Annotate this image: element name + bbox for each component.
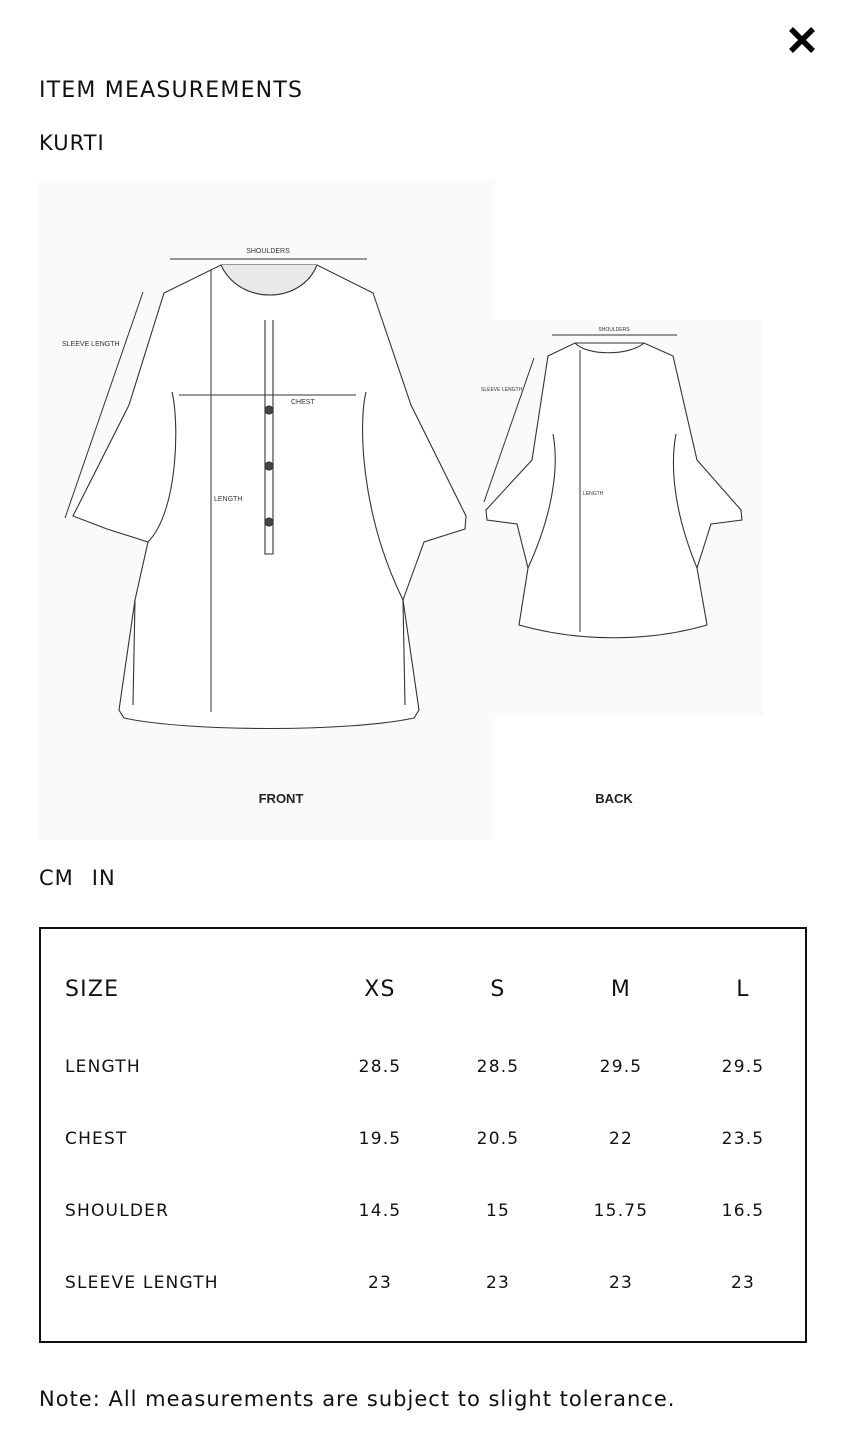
cell-value: 28.5 xyxy=(476,1057,520,1077)
page-title: ITEM MEASUREMENTS xyxy=(39,78,304,103)
table-row xyxy=(41,1191,805,1231)
product-type: KURTI xyxy=(39,131,105,155)
front-label-length: LENGTH xyxy=(214,496,243,503)
close-button[interactable] xyxy=(784,22,820,58)
cell-value: 23 xyxy=(485,1273,511,1293)
cell-value: 16.5 xyxy=(721,1201,765,1221)
table-row xyxy=(41,1047,805,1087)
table-row xyxy=(41,1119,805,1159)
row-label: SHOULDER xyxy=(65,1201,170,1221)
row-label: CHEST xyxy=(65,1129,128,1149)
cell-value: 28.5 xyxy=(358,1057,402,1077)
cell-value: 23 xyxy=(367,1273,393,1293)
table-header-row xyxy=(41,970,805,1010)
cell-value: 19.5 xyxy=(358,1129,402,1149)
tolerance-note: Note: All measurements are subject to slight tolerance. xyxy=(39,1387,676,1411)
header-size-label: SIZE xyxy=(65,977,120,1002)
size-chart-table xyxy=(39,927,807,1343)
front-label-sleeve-length: SLEEVE LENGTH xyxy=(62,341,120,348)
cell-value: 29.5 xyxy=(721,1057,765,1077)
back-caption: BACK xyxy=(595,791,633,806)
cell-value: 22 xyxy=(608,1129,634,1149)
cell-value: 23 xyxy=(730,1273,756,1293)
row-label: LENGTH xyxy=(65,1057,141,1077)
close-icon xyxy=(784,22,820,58)
row-label: SLEEVE LENGTH xyxy=(65,1273,219,1293)
cell-value: 15 xyxy=(485,1201,511,1221)
unit-in-button[interactable]: IN xyxy=(91,866,116,890)
unit-toggle xyxy=(39,866,134,890)
unit-cm-button[interactable]: CM xyxy=(39,866,74,890)
cell-value: 23 xyxy=(608,1273,634,1293)
table-row xyxy=(41,1263,805,1303)
header-size-xs: XS xyxy=(364,977,396,1002)
cell-value: 15.75 xyxy=(593,1201,649,1221)
cell-value: 29.5 xyxy=(599,1057,643,1077)
measurement-diagram xyxy=(39,180,763,840)
front-label-chest: CHEST xyxy=(291,399,315,406)
front-caption: FRONT xyxy=(258,791,304,806)
cell-value: 23.5 xyxy=(721,1129,765,1149)
back-label-length: LENGTH xyxy=(583,491,604,497)
cell-value: 20.5 xyxy=(476,1129,520,1149)
back-label-sleeve-length: SLEEVE LENGTH xyxy=(481,387,523,393)
back-label-shoulders: SHOULDERS xyxy=(598,327,630,333)
header-size-l: L xyxy=(736,977,750,1002)
front-label-shoulders: SHOULDERS xyxy=(246,248,290,255)
cell-value: 14.5 xyxy=(358,1201,402,1221)
header-size-m: M xyxy=(610,977,632,1002)
header-size-s: S xyxy=(490,977,506,1002)
